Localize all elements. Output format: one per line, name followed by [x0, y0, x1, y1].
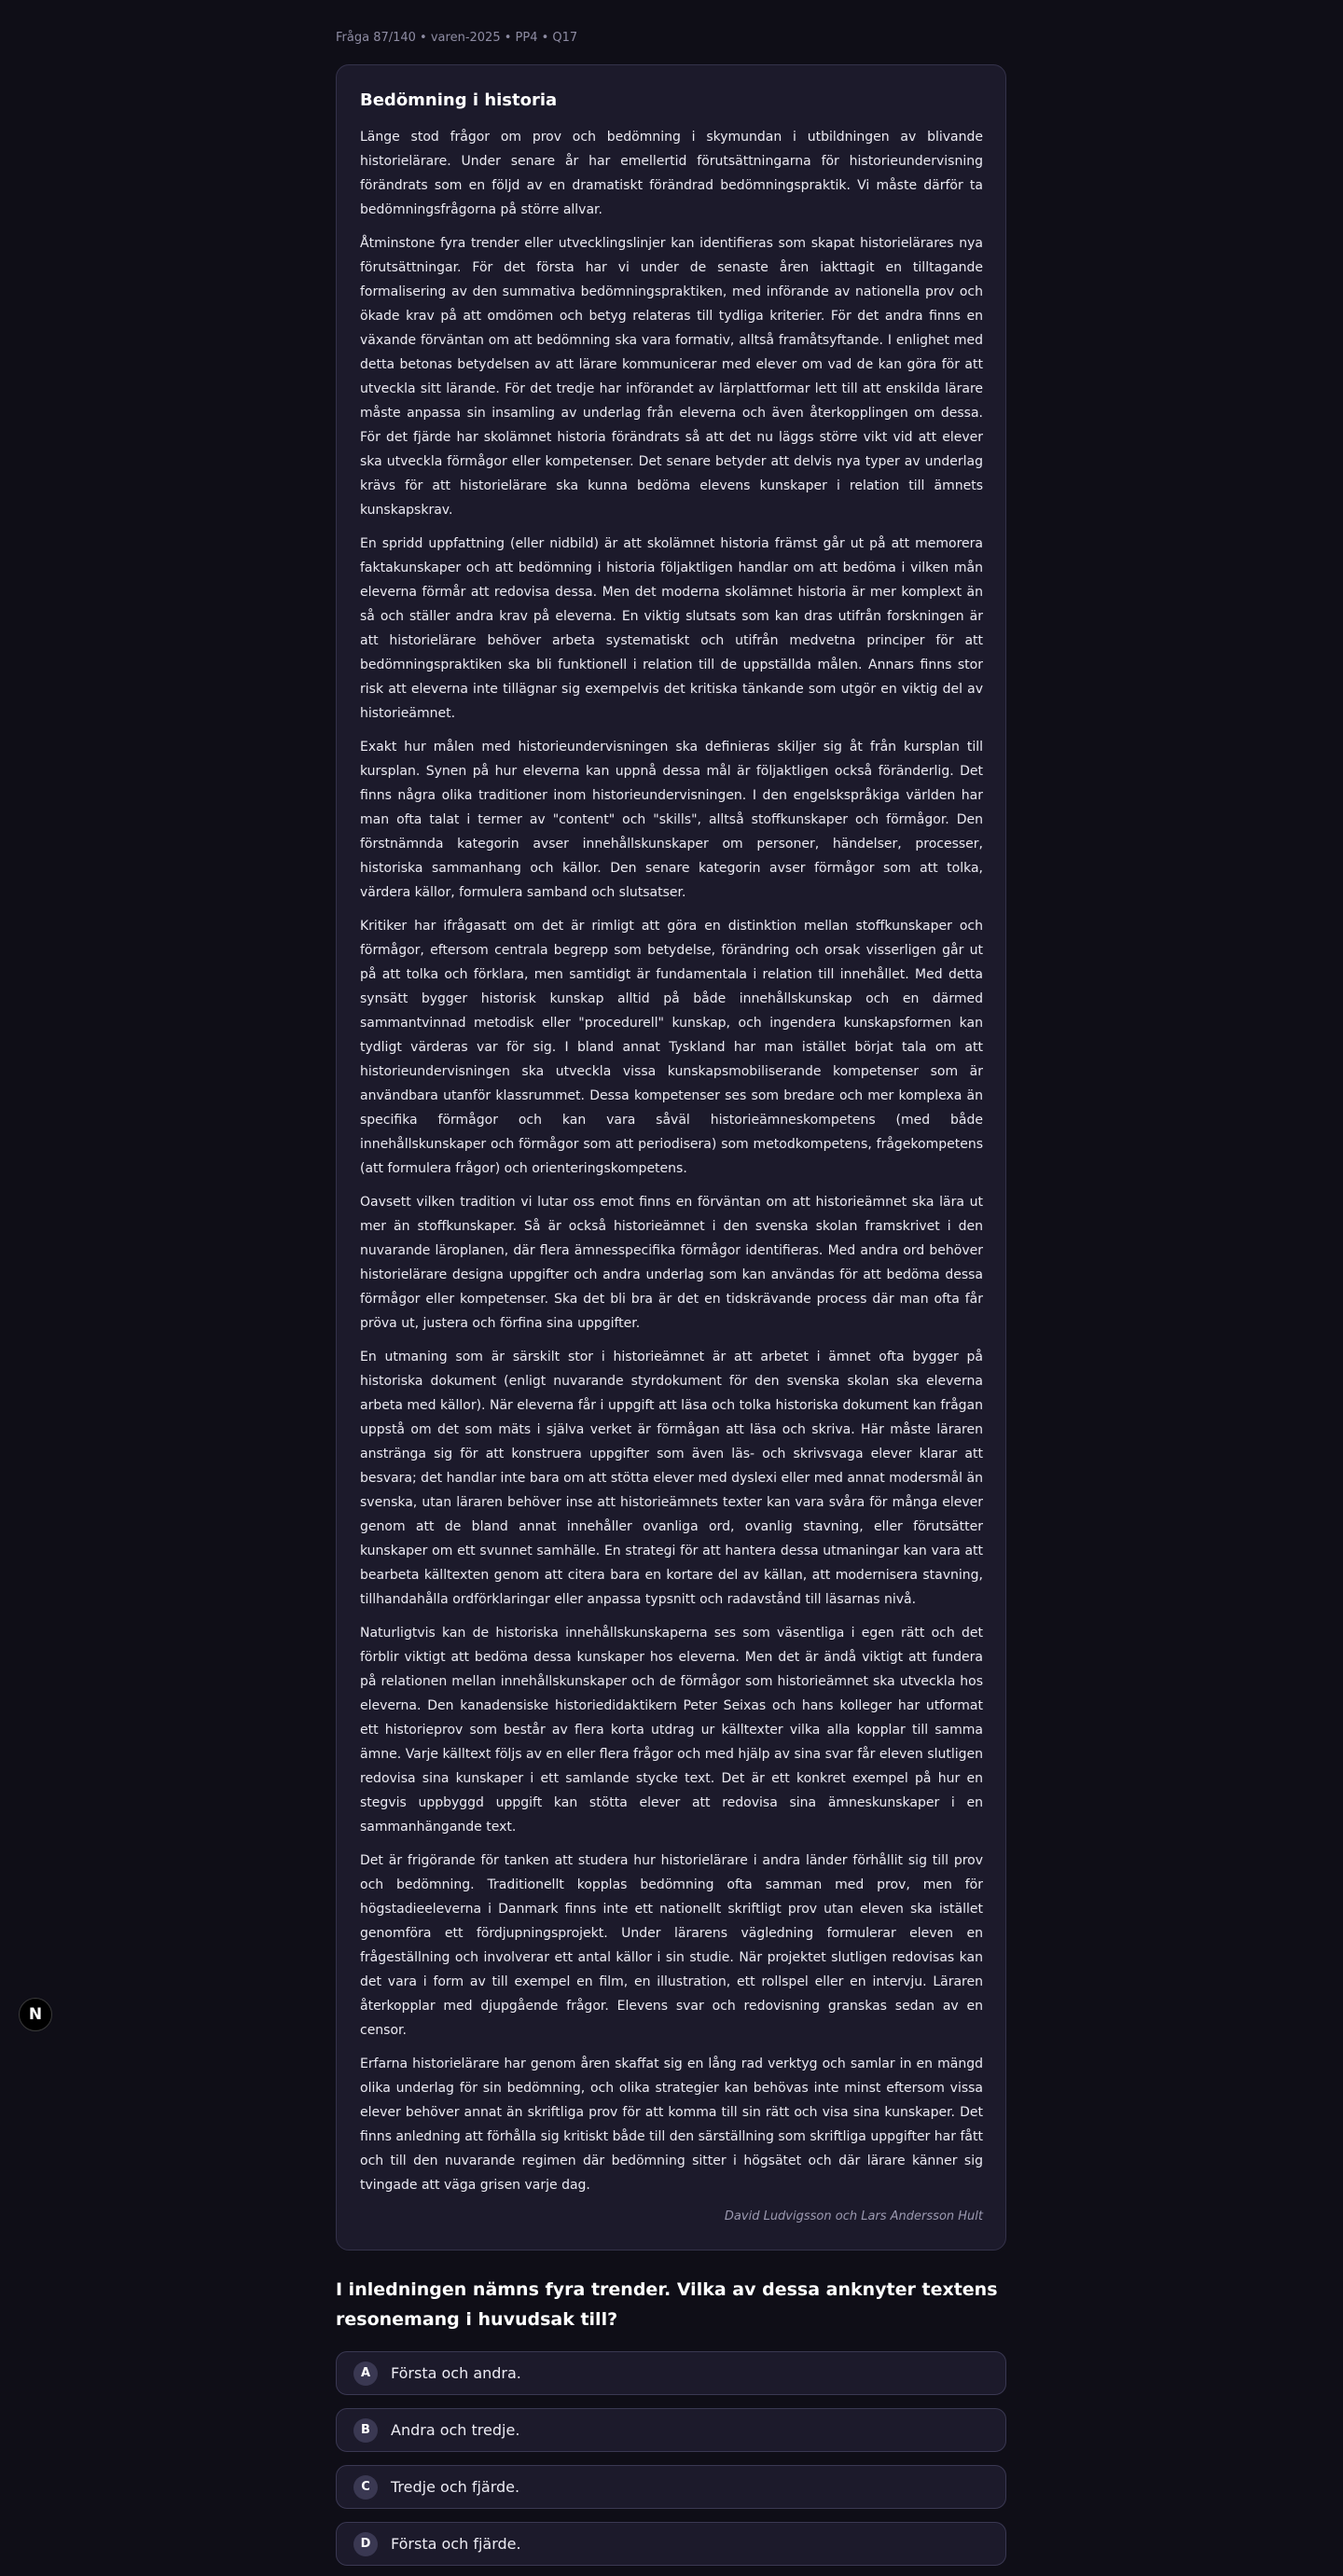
passage-paragraph: Erfarna historielärare har genom åren skaffat sig en lång rad verktyg och samlar in en mängd olika underlag för sin bedömning, och olika strategier kan behövas inte minst eftersom vissa elever behöver annat än skriftliga prov för att komma till sin rätt och visa sina kunskaper. Det finns anledning att förhålla sig kritiskt både till den särställning som skriftliga uppgifter har fått och till den nuvarande regimen där bedömning sitter i högsätet och där lärare känner sig tvingade att väga grisen varje dag. [360, 2057, 983, 2193]
answer-options [336, 2351, 1006, 2566]
option-label: Första och andra. [391, 2364, 521, 2382]
answer-option-b[interactable] [336, 2408, 1006, 2452]
passage-paragraph: En utmaning som är särskilt stor i historieämnet är att arbetet i ämnet ofta bygger på historiska dokument (enligt nuvarande styrdokument för den svenska skolan ska eleverna arbeta med källor). När eleverna får i uppgift att läsa och tolka historiska dokument kan frågan uppstå om det som mäts i själva verket är förmågan att läsa och skriva. Här måste läraren anstränga sig för att konstruera uppgifter som även läs- och skrivsvaga elever klarar att besvara; det handlar inte bara om att stötta elever med dyslexi eller med annat modersmål än svenska, utan läraren behöver inse att historieämnets texter kan vara svåra för många elever genom att de bland annat innehåller ovanliga ord, ovanlig stavning, eller förutsätter kunskaper om ett svunnet samhälle. En strategi för att hantera dessa utmaningar kan vara att bearbeta källtexten genom att citera bara en kortare del av källan, att modernisera stavning, tillhandahålla ordförklaringar eller anpassa typsnitt och radavstånd till läsarnas nivå. [360, 1350, 983, 1607]
passage-paragraph: Länge stod frågor om prov och bedömning i skymundan i utbildningen av blivande historielärare. Under senare år har emellertid förutsättningarna för historieundervisning förändrats som en följd av en dramatiskt förändrad bedömningspraktik. Vi måste därför ta bedömningsfrågorna på större allvar. [360, 130, 983, 217]
exam-page [336, 28, 1006, 2576]
option-letter-badge: C [353, 2475, 378, 2500]
option-label: Andra och tredje. [391, 2421, 520, 2439]
passage-paragraph: Oavsett vilken tradition vi lutar oss emot finns en förväntan om att historieämnet ska lära ut mer än stoffkunskaper. Så är också historieämnet i den svenska skolan framskrivet i den nuvarande läroplanen, där flera ämnesspecifika förmågor identifieras. Med andra ord behöver historielärare designa uppgifter och andra underlag som kan användas för att bedöma dessa förmågor eller kompetenser. Ska det bli bra är det en tidskrävande process där man ofta får pröva ut, justera och förfina sina uppgifter. [360, 1195, 983, 1331]
reading-passage-card [336, 64, 1006, 2251]
question-text: I inledningen nämns fyra trender. Vilka av dessa anknyter textens resonemang i huvudsak till? [336, 2279, 998, 2330]
option-letter-badge: B [353, 2418, 378, 2443]
option-letter-badge: D [353, 2532, 378, 2556]
n-logo-icon: N [28, 2005, 43, 2024]
option-letter-badge: A [353, 2361, 378, 2386]
passage-title: Bedömning i historia [360, 90, 558, 110]
passage-authors: David Ludvigsson och Lars Andersson Hult [724, 2209, 983, 2223]
passage-paragraph: Åtminstone fyra trender eller utvecklingslinjer kan identifieras som skapat historielärares nya förutsättningar. För det första har vi under de senaste åren iakttagit en tilltagande formalisering av den summativa bedömningspraktiken, med införande av nationella prov och ökade krav på att omdömen och betyg relateras till tydliga kriterier. För det andra finns en växande förväntan om att bedömning ska vara formativ, alltså framåtsyftande. I enlighet med detta betonas betydelsen av att lärare kommunicerar med elever om vad de kan göra för att utveckla sitt lärande. För det tredje har införandet av lärplattformar lett till att enskilda lärare måste anpassa sin insamling av underlag från eleverna och även återkopplingen om dessa. För det fjärde har skolämnet historia förändrats så att det nu läggs större vikt vid att elever ska utveckla förmågor eller kompetenser. Det senare betyder att delvis nya typer av underlag krävs för att historielärare ska kunna bedöma elevens kunskaper i relation till ämnets kunskapskrav. [360, 236, 983, 518]
answer-option-c[interactable] [336, 2465, 1006, 2509]
passage-paragraph: En spridd uppfattning (eller nidbild) är att skolämnet historia främst går ut på att memorera faktakunskaper och att bedömning i historia följaktligen handlar om att bedöma i vilken mån eleverna förmår att redovisa dessa. Men det moderna skolämnet historia är mer komplext än så och ställer andra krav på eleverna. En viktig slutsats som kan dras utifrån forskningen är att historielärare behöver arbeta systematiskt och utifrån medvetna principer för att bedömningspraktiken ska bli funktionell i relation till de uppställda målen. Annars finns stor risk att eleverna inte tillägnar sig exempelvis det kritiska tänkande som utgör en viktig del av historieämnet. [360, 536, 983, 721]
option-label: Första och fjärde. [391, 2535, 521, 2553]
breadcrumb: Fråga 87/140 • varen-2025 • PP4 • Q17 [336, 31, 578, 45]
passage-paragraph: Exakt hur målen med historieundervisningen ska definieras skiljer sig åt från kursplan till kursplan. Synen på hur eleverna kan uppnå dessa mål är följaktligen också föränderlig. Det finns några olika traditioner inom historieundervisningen. I den engelskspråkiga världen har man ofta talat i termer av "content" och "skills", alltså stoffkunskaper och förmågor. Den förstnämnda kategorin avser innehållskunskaper om personer, händelser, processer, historiska sammanhang och källor. Den senare kategorin avser förmågor som att tolka, värdera källor, formulera samband och slutsatser. [360, 740, 983, 900]
option-label: Tredje och fjärde. [391, 2478, 520, 2496]
passage-paragraph: Det är frigörande för tanken att studera hur historielärare i andra länder förhållit sig till prov och bedömning. Traditionellt kopplas bedömning ofta samman med prov, men för högstadieeleverna i Danmark finns inte ett nationellt skriftligt prov utan eleven ska istället genomföra ett fördjupningsprojekt. Under lärarens vägledning formulerar eleven en frågeställning och involverar ett antal källor i sin studie. När projektet slutligen redovisas kan det vara i form av till exempel en film, en illustration, ett rollspel eller en intervju. Läraren återkopplar med djupgående frågor. Elevens svar och redovisning granskas sedan av en censor. [360, 1853, 983, 2038]
passage-paragraph: Kritiker har ifrågasatt om det är rimligt att göra en distinktion mellan stoffkunskaper och förmågor, eftersom centrala begrepp som betydelse, förändring och orsak visserligen går ut på att tolka och förklara, men samtidigt är fundamentala i relation till innehållet. Med detta synsätt bygger historisk kunskap alltid på både innehållskunskap och en därmed sammantvinnad metodisk eller "procedurell" kunskap, och ingendera kunskapsformen kan tydligt värderas var för sig. I bland annat Tyskland har man istället börjat tala om att historieundervisningen ska utveckla vissa kunskapsmobiliserande kompetenser som är användbara utanför klassrummet. Dessa kompetenser ses som bredare och mer komplexa än specifika förmågor och kan vara såväl historieämneskompetens (med både innehållskunskaper och förmågor som att periodisera) som metodkompetens, frågekompetens (att formulera frågor) och orienteringskompetens. [360, 919, 983, 1176]
dev-tools-badge[interactable] [19, 1998, 52, 2031]
answer-option-d[interactable] [336, 2522, 1006, 2566]
answer-option-a[interactable] [336, 2351, 1006, 2395]
passage-paragraph: Naturligtvis kan de historiska innehållskunskaperna ses som väsentliga i egen rätt och det förblir viktigt att bedöma dessa kunskaper hos eleverna. Men det är ändå viktigt att fundera på relationen mellan innehållskunskaper och de förmågor som historieämnet ska utveckla hos eleverna. Den kanadensiske historiedidaktikern Peter Seixas och hans kolleger har utformat ett historieprov som består av flera korta utdrag ur källtexter vilka alla kopplar till samma ämne. Varje källtext följs av en eller flera frågor och med hjälp av sina svar får eleven slutligen redovisa sina kunskaper i ett samlande stycke text. Det är ett konkret exempel på hur en stegvis uppbyggd uppgift kan stötta elever att redovisa sina ämneskunskaper i en sammanhängande text. [360, 1626, 983, 1835]
